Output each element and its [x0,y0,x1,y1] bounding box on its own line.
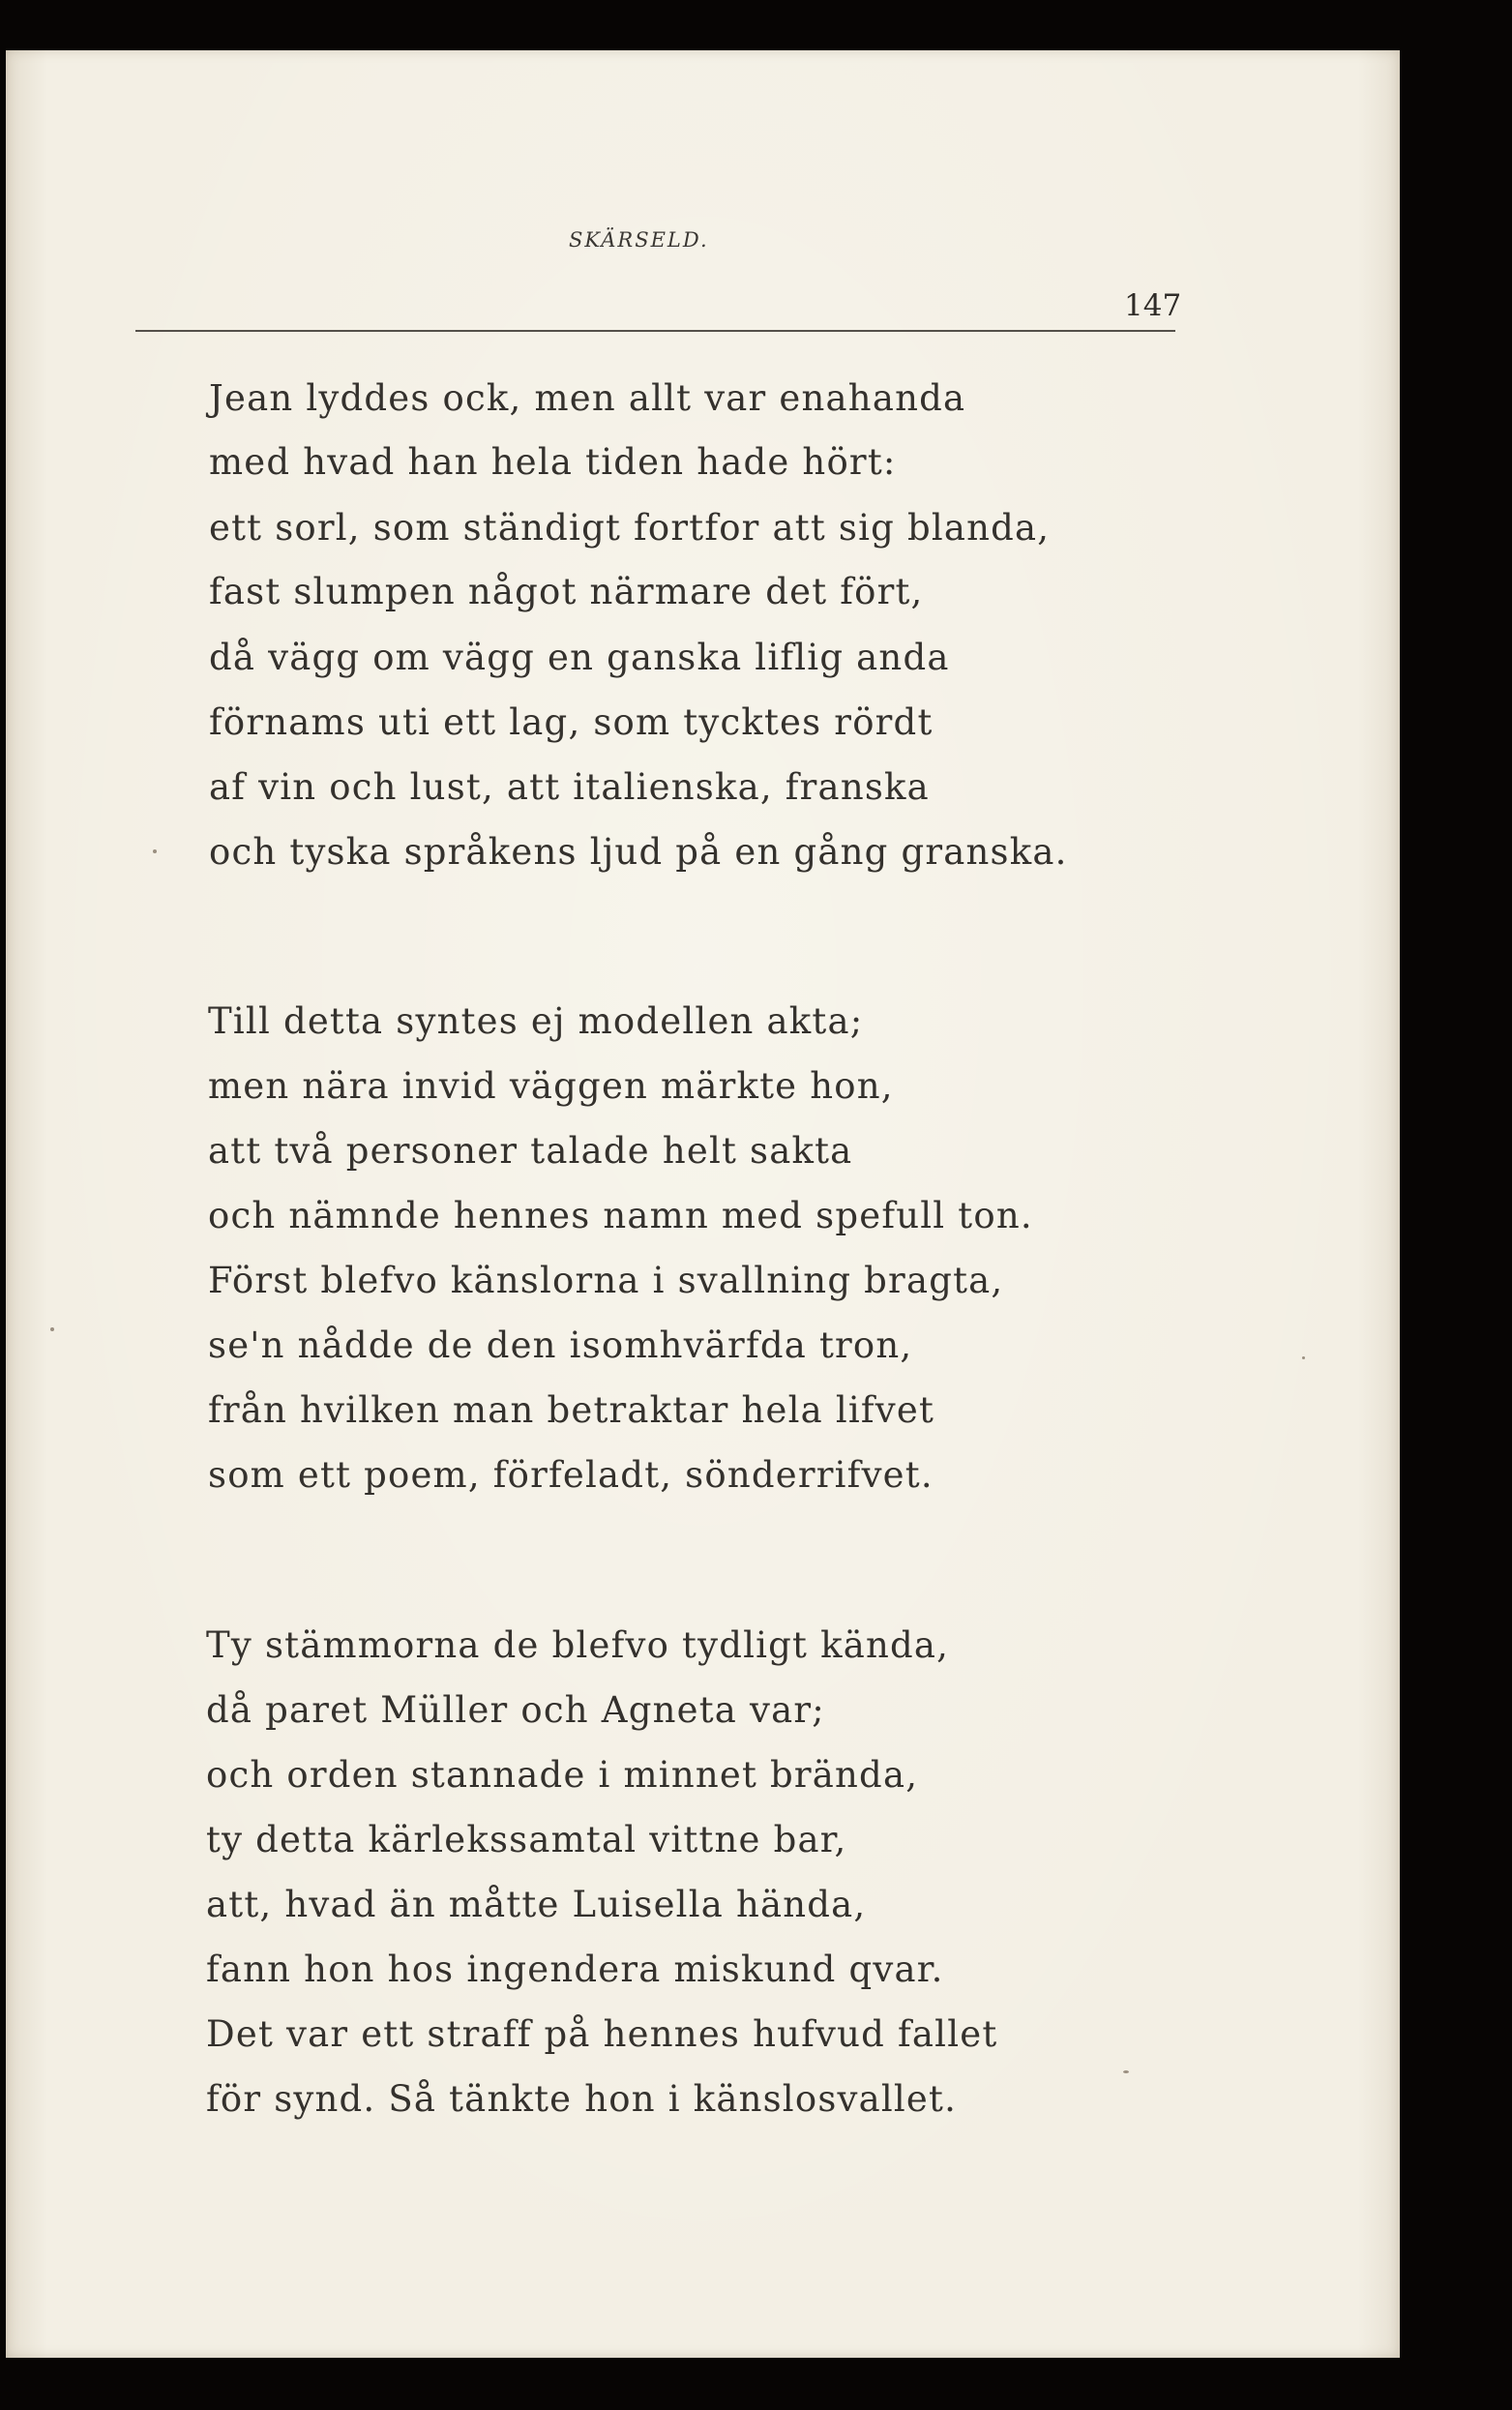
verse-line: från hvilken man betraktar hela lifvet [208,1389,935,1431]
running-title: SKÄRSELD. [569,228,709,252]
paper-speck [1302,1356,1305,1359]
paper-speck [1123,2070,1129,2073]
verse-line: fann hon hos ingendera miskund qvar. [206,1949,944,1990]
verse-line: och nämnde hennes namn med spefull ton. [208,1195,1033,1236]
verse-line: Ty stämmorna de blefvo tydligt kända, [206,1624,950,1666]
verse-line: fast slumpen något närmare det fört, [209,571,924,612]
paper-speck [153,849,157,853]
verse-line: Till detta syntes ej modellen akta; [208,1000,864,1042]
verse-line: då paret Müller och Agneta var; [206,1689,825,1731]
verse-line: men nära invid väggen märkte hon, [208,1065,894,1107]
verse-line: som ett poem, förfeladt, sönderrifvet. [208,1454,934,1496]
verse-line: ty detta kärlekssamtal vittne bar, [206,1819,847,1860]
verse-line: för synd. Så tänkte hon i känslosvallet. [206,2078,958,2120]
verse-line: och tyska språkens ljud på en gång granska. [209,831,1068,873]
header-rule [135,330,1175,332]
page-header [6,50,1400,341]
paper-speck [50,1327,54,1331]
book-page [6,50,1400,2358]
verse-line: att två personer talade helt sakta [208,1130,853,1172]
verse-line: Först blefvo känslorna i svallning bragta, [208,1260,1004,1301]
verse-line: förnams uti ett lag, som tycktes rördt [209,701,934,743]
verse-line: då vägg om vägg en ganska liflig anda [209,637,950,678]
verse-line: ett sorl, som ständigt fortfor att sig blanda, [209,507,1051,549]
verse-line: Jean lyddes ock, men allt var enahanda [209,377,966,419]
verse-line: med hvad han hela tiden hade hört: [209,441,897,483]
verse-line: och orden stannade i minnet brända, [206,1754,919,1796]
verse-line: Det var ett straff på hennes hufvud fallet [206,2013,998,2055]
page-number: 147 [1124,288,1182,323]
verse-line: af vin och lust, att italienska, franska [209,766,930,808]
verse-line: se'n nådde de den isomhvärfda tron, [208,1324,913,1366]
verse-line: att, hvad än måtte Luisella hända, [206,1884,867,1925]
